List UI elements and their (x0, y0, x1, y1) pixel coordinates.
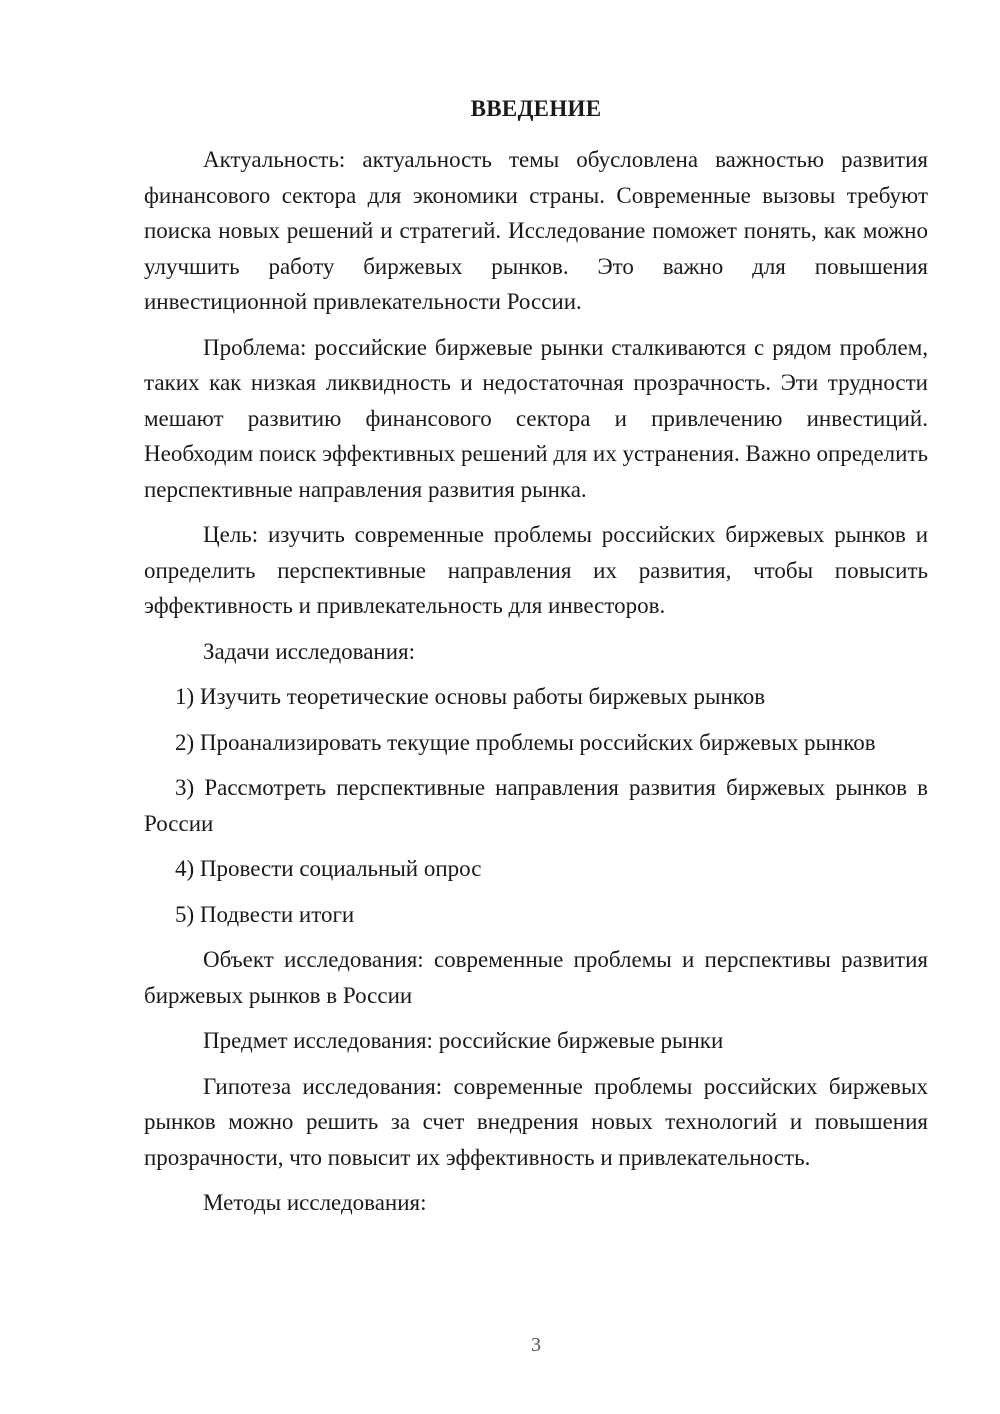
paragraph-tasks-heading: Задачи исследования: (203, 638, 416, 664)
task-item-3: 3) Рассмотреть перспективные направления развития биржевых рынков в России (144, 775, 928, 836)
task-item-1: 1) Изучить теоретические основы работы биржевых рынков (175, 684, 766, 709)
task-item-5: 5) Подвести итоги (175, 901, 355, 927)
paragraph-hypothesis: Гипотеза исследования: современные проблемы российских биржевых рынков можно решить за счет внедрения новых технологий и повышения прозрачности, что повысит их эффективность и привлекательность. (144, 1073, 928, 1170)
paragraph-methods-heading: Методы исследования: (203, 1190, 427, 1215)
page-number: 3 (531, 1334, 541, 1356)
paragraph-relevance: Актуальность: актуальность темы обусловлена важностью развития финансового сектора для экономики страны. Современные вызовы требуют поиска новых решений и стратегий. Исследование поможет понять, как можно улучшить работу биржевых рынков. Это важно для повышения инвестиционной привлекательности России. (144, 147, 928, 314)
paragraph-goal: Цель: изучить современные проблемы российских биржевых рынков и определить перспективные направления их развития, чтобы повысить эффективность и привлекательность для инвесторов. (144, 522, 928, 618)
page-title: ВВЕДЕНИЕ (470, 96, 602, 121)
task-item-2: 2) Проанализировать текущие проблемы российских биржевых рынков (175, 729, 876, 755)
document-body (144, 142, 928, 1231)
task-item-4: 4) Провести социальный опрос (175, 856, 482, 881)
paragraph-problem: Проблема: российские биржевые рынки сталкиваются с рядом проблем, таких как низкая ликвидность и недостаточная прозрачность. Эти трудности мешают развитию финансового сектора и привлечению инвестиций. Необходим поиск эффективных решений для их устранения. Важно определить перспективные направления развития рынка. (144, 334, 928, 502)
paragraph-subject: Предмет исследования: российские биржевые рынки (203, 1028, 724, 1053)
paragraph-object: Объект исследования: современные проблемы и перспективы развития биржевых рынков в России (144, 947, 928, 1008)
